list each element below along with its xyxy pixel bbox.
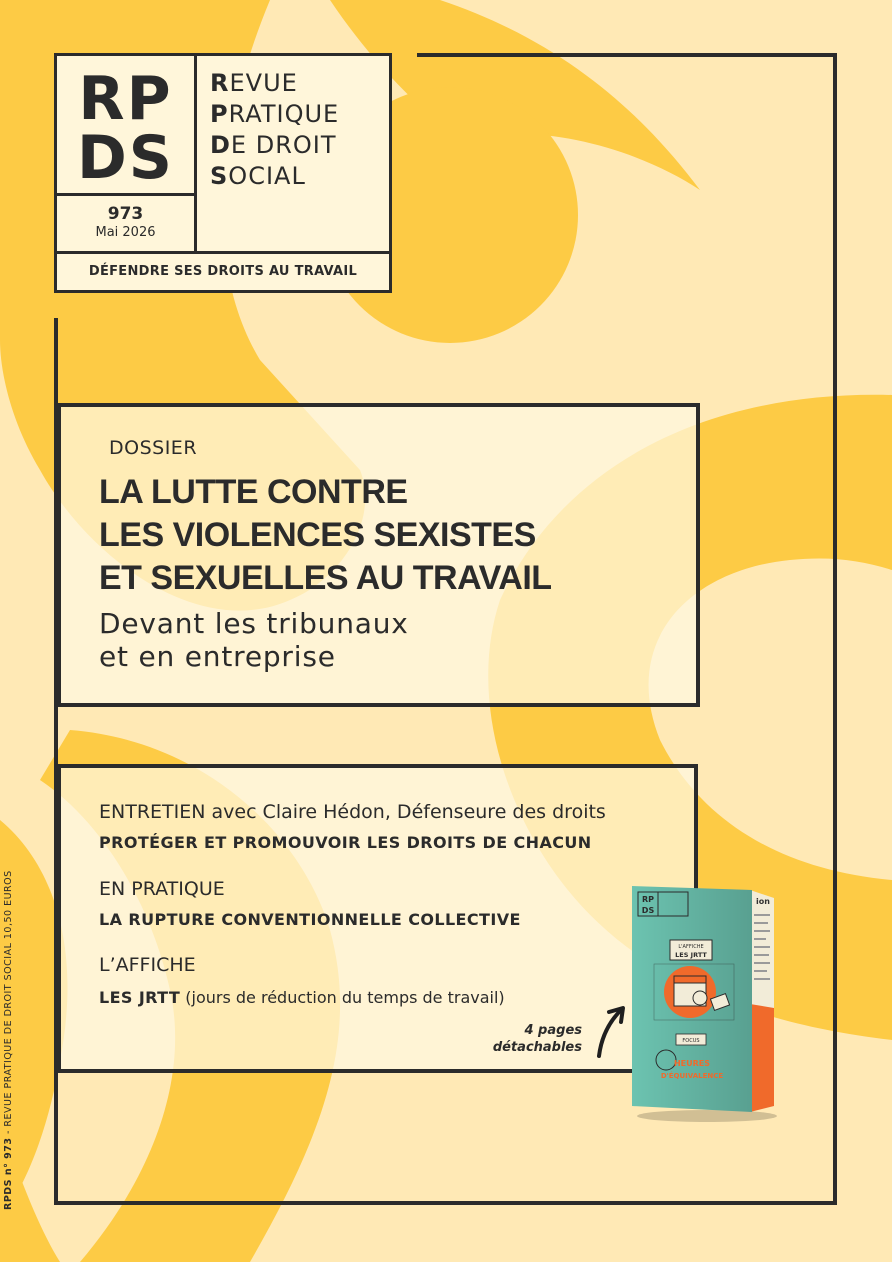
contents-box: [57, 764, 698, 1073]
poster-logo-top: RP: [641, 895, 655, 904]
poster-headline-main: LES JRTT: [99, 988, 181, 1007]
frame-top-line: [417, 53, 837, 57]
dossier-title: [99, 471, 552, 600]
arrow-icon: [591, 1004, 631, 1060]
poster-back-heading: ion: [756, 897, 770, 906]
logo-top: RP: [78, 64, 173, 134]
issue-info: [57, 196, 197, 254]
detachable-pages-note: [493, 1022, 582, 1056]
poster-headline-extra: (jours de réduction du temps de travail): [180, 988, 505, 1007]
name-rest: RATIQUE: [228, 100, 340, 128]
poster-headline: [99, 988, 505, 1007]
poster-preview: [632, 884, 782, 1124]
name-initial: S: [210, 162, 229, 190]
name-initial: D: [210, 131, 231, 159]
title-line: LA LUTTE CONTRE: [99, 473, 408, 511]
poster-kicker: L’AFFICHE: [99, 954, 196, 976]
issue-number: 973: [107, 204, 144, 224]
name-rest: EVUE: [229, 69, 298, 97]
note-line: détachables: [492, 1040, 582, 1055]
poster-focus-title-2: D'ÉQUIVALENCE: [660, 1072, 724, 1080]
practice-headline: LA RUPTURE CONVENTIONNELLE COLLECTIVE: [99, 910, 521, 929]
poster-focus-label: FOCUS: [682, 1038, 700, 1044]
subtitle-line: Devant les tribunaux: [99, 607, 409, 640]
dossier-subtitle: [99, 607, 409, 673]
interview-headline: PROTÉGER ET PROMOUVOIR LES DROITS DE CHACUN: [99, 833, 592, 852]
name-line: [210, 68, 339, 99]
name-rest: OCIAL: [228, 162, 306, 190]
subtitle-line: et en entreprise: [99, 640, 336, 673]
title-line: ET SEXUELLES AU TRAVAIL: [99, 559, 552, 597]
journal-name: [197, 56, 389, 254]
dossier-box: [57, 403, 700, 707]
interview-kicker: ENTRETIEN avec Claire Hédon, Défenseure des droits: [99, 801, 606, 823]
name-initial: P: [210, 100, 229, 128]
name-rest: E DROIT: [230, 131, 337, 159]
poster-focus-title-1: HEURES: [673, 1059, 711, 1068]
rpds-logo: [57, 56, 197, 196]
frame-bottom-line: [54, 1201, 837, 1205]
name-line: [210, 130, 339, 161]
spine-rest: - REVUE PRATIQUE DE DROIT SOCIAL 10,50 EUROS: [3, 870, 14, 1138]
name-initial: R: [210, 69, 230, 97]
tagline: DÉFENDRE SES DROITS AU TRAVAIL: [88, 264, 358, 279]
issue-date: Mai 2026: [95, 225, 156, 240]
journal-name-text: [210, 68, 339, 192]
name-line: [210, 161, 339, 192]
logo-bottom: DS: [76, 123, 175, 193]
poster-tag: L'AFFICHE: [678, 944, 704, 950]
spine-text: [3, 820, 19, 1210]
title-line: LES VIOLENCES SEXISTES: [99, 516, 536, 554]
practice-kicker: EN PRATIQUE: [99, 878, 225, 900]
poster-title: LES JRTT: [675, 951, 707, 959]
frame-right-line: [833, 53, 837, 1205]
dossier-label: DOSSIER: [109, 437, 198, 459]
poster-logo-bottom: DS: [641, 906, 655, 915]
spine-issue: RPDS n° 973: [3, 1137, 14, 1210]
name-line: [210, 99, 339, 130]
note-line: 4 pages: [524, 1023, 582, 1038]
masthead: [54, 53, 392, 293]
